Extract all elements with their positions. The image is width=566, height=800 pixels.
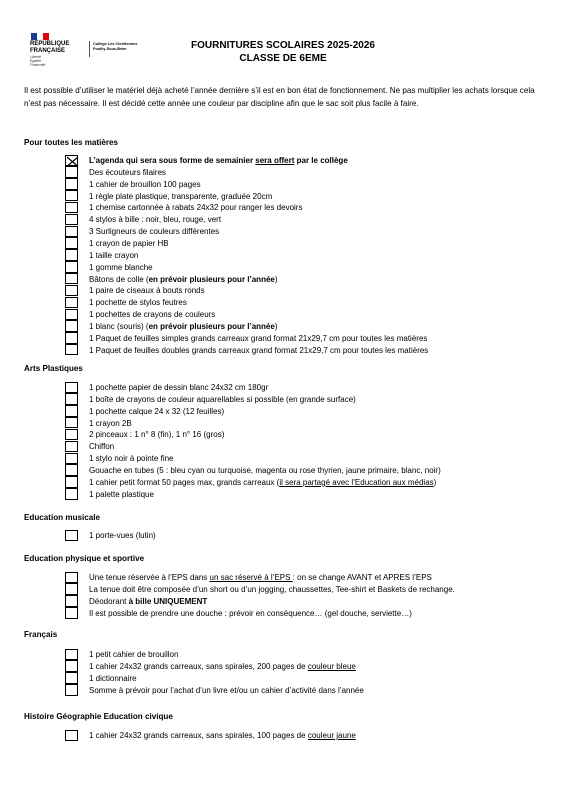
supply-item-text: il sera partagé avec l’Education aux médias bbox=[279, 477, 434, 487]
supply-item-text: 1 petit cahier de brouillon bbox=[89, 650, 179, 659]
supply-item bbox=[89, 191, 272, 202]
supply-item-text: Une tenue réservée à l’EPS dans bbox=[89, 573, 210, 582]
supply-item bbox=[89, 309, 215, 320]
supply-item-text: couleur jaune bbox=[307, 731, 356, 740]
item-checkbox[interactable] bbox=[65, 684, 78, 695]
item-checkbox[interactable] bbox=[65, 178, 78, 189]
supply-item-text: 1 blanc (souris) ( bbox=[89, 321, 149, 331]
supply-item-text: à bille UNIQUEMENT bbox=[128, 596, 208, 606]
supply-item-text: : on se change AVANT et APRES l’EPS bbox=[292, 573, 432, 582]
supply-item bbox=[89, 530, 156, 541]
item-checkbox[interactable] bbox=[65, 476, 78, 487]
item-checkbox[interactable] bbox=[65, 488, 78, 499]
section-title: Education musicale bbox=[24, 513, 101, 522]
logo-divider bbox=[89, 41, 90, 57]
item-checkbox[interactable] bbox=[65, 285, 78, 296]
item-checkbox[interactable] bbox=[65, 166, 78, 177]
supply-item bbox=[89, 214, 221, 225]
item-checkbox[interactable] bbox=[65, 297, 78, 308]
item-checkbox[interactable] bbox=[65, 190, 78, 201]
supply-item-text: Gouache en tubes (5 : bleu cyan ou turquoise, magenta ou rose thyrien, jaune primaire, blanc, noir) bbox=[89, 465, 441, 475]
college-name: Collège Les Chrétiennes Pouilly-Sous-Beim bbox=[93, 42, 138, 51]
supply-item bbox=[89, 345, 428, 356]
item-checkbox[interactable] bbox=[65, 320, 78, 331]
supply-item-text: L’agenda qui sera sous forme de semainier bbox=[89, 156, 256, 165]
item-checkbox[interactable] bbox=[65, 530, 78, 541]
item-checkbox[interactable] bbox=[65, 273, 78, 284]
supply-item-text: par le collège bbox=[294, 156, 348, 165]
supply-item-text: La tenue doit être composée d’un short ou d’un jogging, chaussettes, Tee-shirt et Baskets de rechange. bbox=[89, 584, 455, 594]
supply-item-text: 1 crayon de papier HB bbox=[89, 238, 169, 248]
supply-item bbox=[89, 167, 166, 178]
item-checkbox[interactable] bbox=[65, 672, 78, 683]
supply-item-text: 1 pochettes de crayons de couleurs bbox=[89, 310, 216, 320]
item-checkbox[interactable] bbox=[65, 226, 78, 237]
item-checkbox[interactable] bbox=[65, 237, 78, 248]
item-checkbox[interactable] bbox=[65, 429, 78, 440]
supply-item bbox=[89, 394, 356, 405]
supply-item-text: 1 taille crayon bbox=[89, 250, 139, 260]
page-subtitle: CLASSE DE 6EME bbox=[239, 53, 327, 64]
supply-item-text: 1 pochette calque 24 x 32 (12 feuilles) bbox=[89, 406, 225, 416]
item-checkbox[interactable] bbox=[65, 155, 78, 166]
supply-item bbox=[89, 572, 432, 583]
supply-item-text: 1 palette plastique bbox=[89, 489, 154, 499]
supply-item-text: en prévoir plusieurs pour l’année bbox=[148, 321, 275, 331]
supply-item-text: 1 cahier 24x32 grands carreaux, sans spirales, 200 pages de bbox=[89, 661, 308, 671]
supply-item bbox=[89, 179, 201, 190]
supply-item bbox=[89, 453, 174, 464]
supply-item bbox=[89, 238, 169, 249]
supply-item bbox=[89, 649, 178, 660]
flag-red-stripe bbox=[43, 33, 49, 40]
supply-item-text: 3 Surligneurs de couleurs différentes bbox=[89, 227, 220, 237]
item-checkbox[interactable] bbox=[65, 583, 78, 594]
supply-item-text: 1 cahier 24x32 grands carreaux, sans spirales, 100 pages de bbox=[89, 731, 308, 740]
marianne-logo-icon bbox=[31, 33, 49, 40]
supply-item-text: ) bbox=[433, 477, 437, 487]
item-checkbox[interactable] bbox=[65, 417, 78, 428]
item-checkbox[interactable] bbox=[65, 649, 78, 660]
supply-item bbox=[89, 465, 441, 476]
section-title: Pour toutes les matières bbox=[24, 138, 119, 147]
section-title: Histoire Géographie Education civique bbox=[24, 712, 173, 721]
supply-item-text: 1 stylo noir à pointe fine bbox=[89, 454, 174, 464]
supply-item bbox=[89, 406, 224, 417]
supply-item bbox=[89, 596, 207, 607]
supply-item-text: 1 dictionnaire bbox=[89, 673, 137, 683]
supply-item bbox=[89, 673, 137, 684]
supply-item-text: Il est possible de prendre une douche : prévoir en conséquence… (gel douche, serviette…) bbox=[89, 608, 412, 618]
item-checkbox[interactable] bbox=[65, 261, 78, 272]
supply-item-text: 1 Paquet de feuilles simples grands carreaux grand format 21x29,7 cm pour toutes les matières bbox=[89, 333, 428, 343]
supply-item-text: 1 gomme blanche bbox=[89, 262, 153, 272]
supply-item-text: 4 stylos à bille : noir, bleu, rouge, vert bbox=[89, 215, 222, 225]
section-title: Français bbox=[24, 630, 58, 639]
supply-item-text: 1 pochette de stylos feutres bbox=[89, 298, 187, 308]
item-checkbox[interactable] bbox=[65, 344, 78, 355]
supply-item-text: ) bbox=[274, 321, 278, 331]
item-checkbox[interactable] bbox=[65, 607, 78, 618]
supply-item bbox=[89, 661, 356, 672]
item-checkbox[interactable] bbox=[65, 202, 78, 213]
supply-item bbox=[89, 730, 356, 741]
item-checkbox[interactable] bbox=[65, 453, 78, 464]
item-checkbox[interactable] bbox=[65, 572, 78, 583]
item-checkbox[interactable] bbox=[65, 660, 78, 671]
supply-item-text: Déodorant bbox=[89, 596, 129, 606]
supply-item-text: 1 règle plate plastique, transparente, graduée 20cm bbox=[89, 191, 273, 201]
section-title: Arts Plastiques bbox=[24, 364, 83, 373]
supply-item-text: 1 cahier petit format 50 pages max, grands carreaux ( bbox=[89, 477, 280, 487]
item-checkbox[interactable] bbox=[65, 405, 78, 416]
supply-item-text: 2 pinceaux : 1 n° 8 (fin), 1 n° 16 (gros) bbox=[89, 430, 225, 440]
checked-cross-icon bbox=[66, 156, 79, 167]
item-checkbox[interactable] bbox=[65, 595, 78, 606]
item-checkbox[interactable] bbox=[65, 730, 78, 741]
supply-item-text: 1 paire de ciseaux à bouts ronds bbox=[89, 286, 205, 296]
supply-item-text: 1 Paquet de feuilles doubles grands carreaux grand format 21x29,7 cm pour toutes les matières bbox=[89, 345, 429, 355]
supply-item bbox=[89, 321, 278, 332]
supply-item-text: en prévoir plusieurs pour l’année bbox=[148, 274, 275, 284]
supply-item bbox=[89, 202, 302, 213]
supply-item bbox=[89, 155, 348, 166]
page-title: FOURNITURES SCOLAIRES 2025-2026 bbox=[191, 40, 375, 51]
supply-item-text: Des écouteurs filaires bbox=[89, 167, 166, 177]
supply-item-text: 1 pochette papier de dessin blanc 24x32 cm 180gr bbox=[89, 383, 269, 392]
supply-item-text: 1 cahier de brouillon 100 pages bbox=[89, 179, 201, 189]
intro-paragraph: Il est possible d’utiliser le matériel déjà acheté l’année dernière s’il est en bon état de fonctionnement. Ne pas multiplier les achats lorsque cela n’est pas nécessaire. Il est décidé cette année une couleur par discipline afin que le sac soit plus facile à faire. bbox=[24, 86, 535, 108]
supply-item bbox=[89, 608, 412, 619]
item-checkbox[interactable] bbox=[65, 214, 78, 225]
supply-item bbox=[89, 297, 187, 308]
item-checkbox[interactable] bbox=[65, 332, 78, 343]
item-checkbox[interactable] bbox=[65, 249, 78, 260]
supply-item bbox=[89, 333, 427, 344]
supply-item bbox=[89, 584, 455, 595]
item-checkbox[interactable] bbox=[65, 441, 78, 452]
item-checkbox[interactable] bbox=[65, 464, 78, 475]
republic-label: RÉPUBLIQUE FRANÇAISE bbox=[30, 41, 70, 54]
supply-item-text: ) bbox=[274, 274, 278, 284]
supply-item bbox=[89, 489, 154, 500]
supply-item-text: Somme à prévoir pour l’achat d’un livre et/ou un cahier d’activité dans l’année bbox=[89, 685, 364, 695]
section-title: Education physique et sportive bbox=[24, 554, 145, 563]
supply-item-text: sera offert bbox=[255, 156, 295, 165]
supply-item bbox=[89, 429, 224, 440]
supply-item bbox=[89, 250, 138, 261]
supply-item bbox=[89, 226, 219, 237]
republic-motto: Liberté Égalité Fraternité bbox=[30, 55, 46, 68]
supply-item-text: Chiffon bbox=[89, 442, 115, 452]
item-checkbox[interactable] bbox=[65, 309, 78, 320]
supply-item bbox=[89, 685, 364, 696]
supply-item bbox=[89, 382, 268, 393]
supply-item-text: 1 crayon 2B bbox=[89, 418, 132, 428]
supply-item-text: 1 porte-vues (lutin) bbox=[89, 531, 156, 540]
supply-item bbox=[89, 274, 278, 285]
supply-item bbox=[89, 285, 205, 296]
supply-item-text: 1 boîte de crayons de couleur aquarellables si possible (en grande surface) bbox=[89, 394, 356, 404]
item-checkbox[interactable] bbox=[65, 393, 78, 404]
supply-item-text: couleur bleue bbox=[307, 661, 356, 671]
supply-item bbox=[89, 477, 436, 488]
supply-item-text: un sac réservé à l’EPS bbox=[209, 573, 293, 582]
supply-item bbox=[89, 262, 153, 273]
supply-item-text: 1 chemise cartonnée à rabats 24x32 pour ranger les devoirs bbox=[89, 203, 303, 213]
supply-item-text: Bâtons de colle ( bbox=[89, 274, 149, 284]
item-checkbox[interactable] bbox=[65, 382, 78, 393]
supply-item bbox=[89, 418, 132, 429]
supply-item bbox=[89, 441, 114, 452]
